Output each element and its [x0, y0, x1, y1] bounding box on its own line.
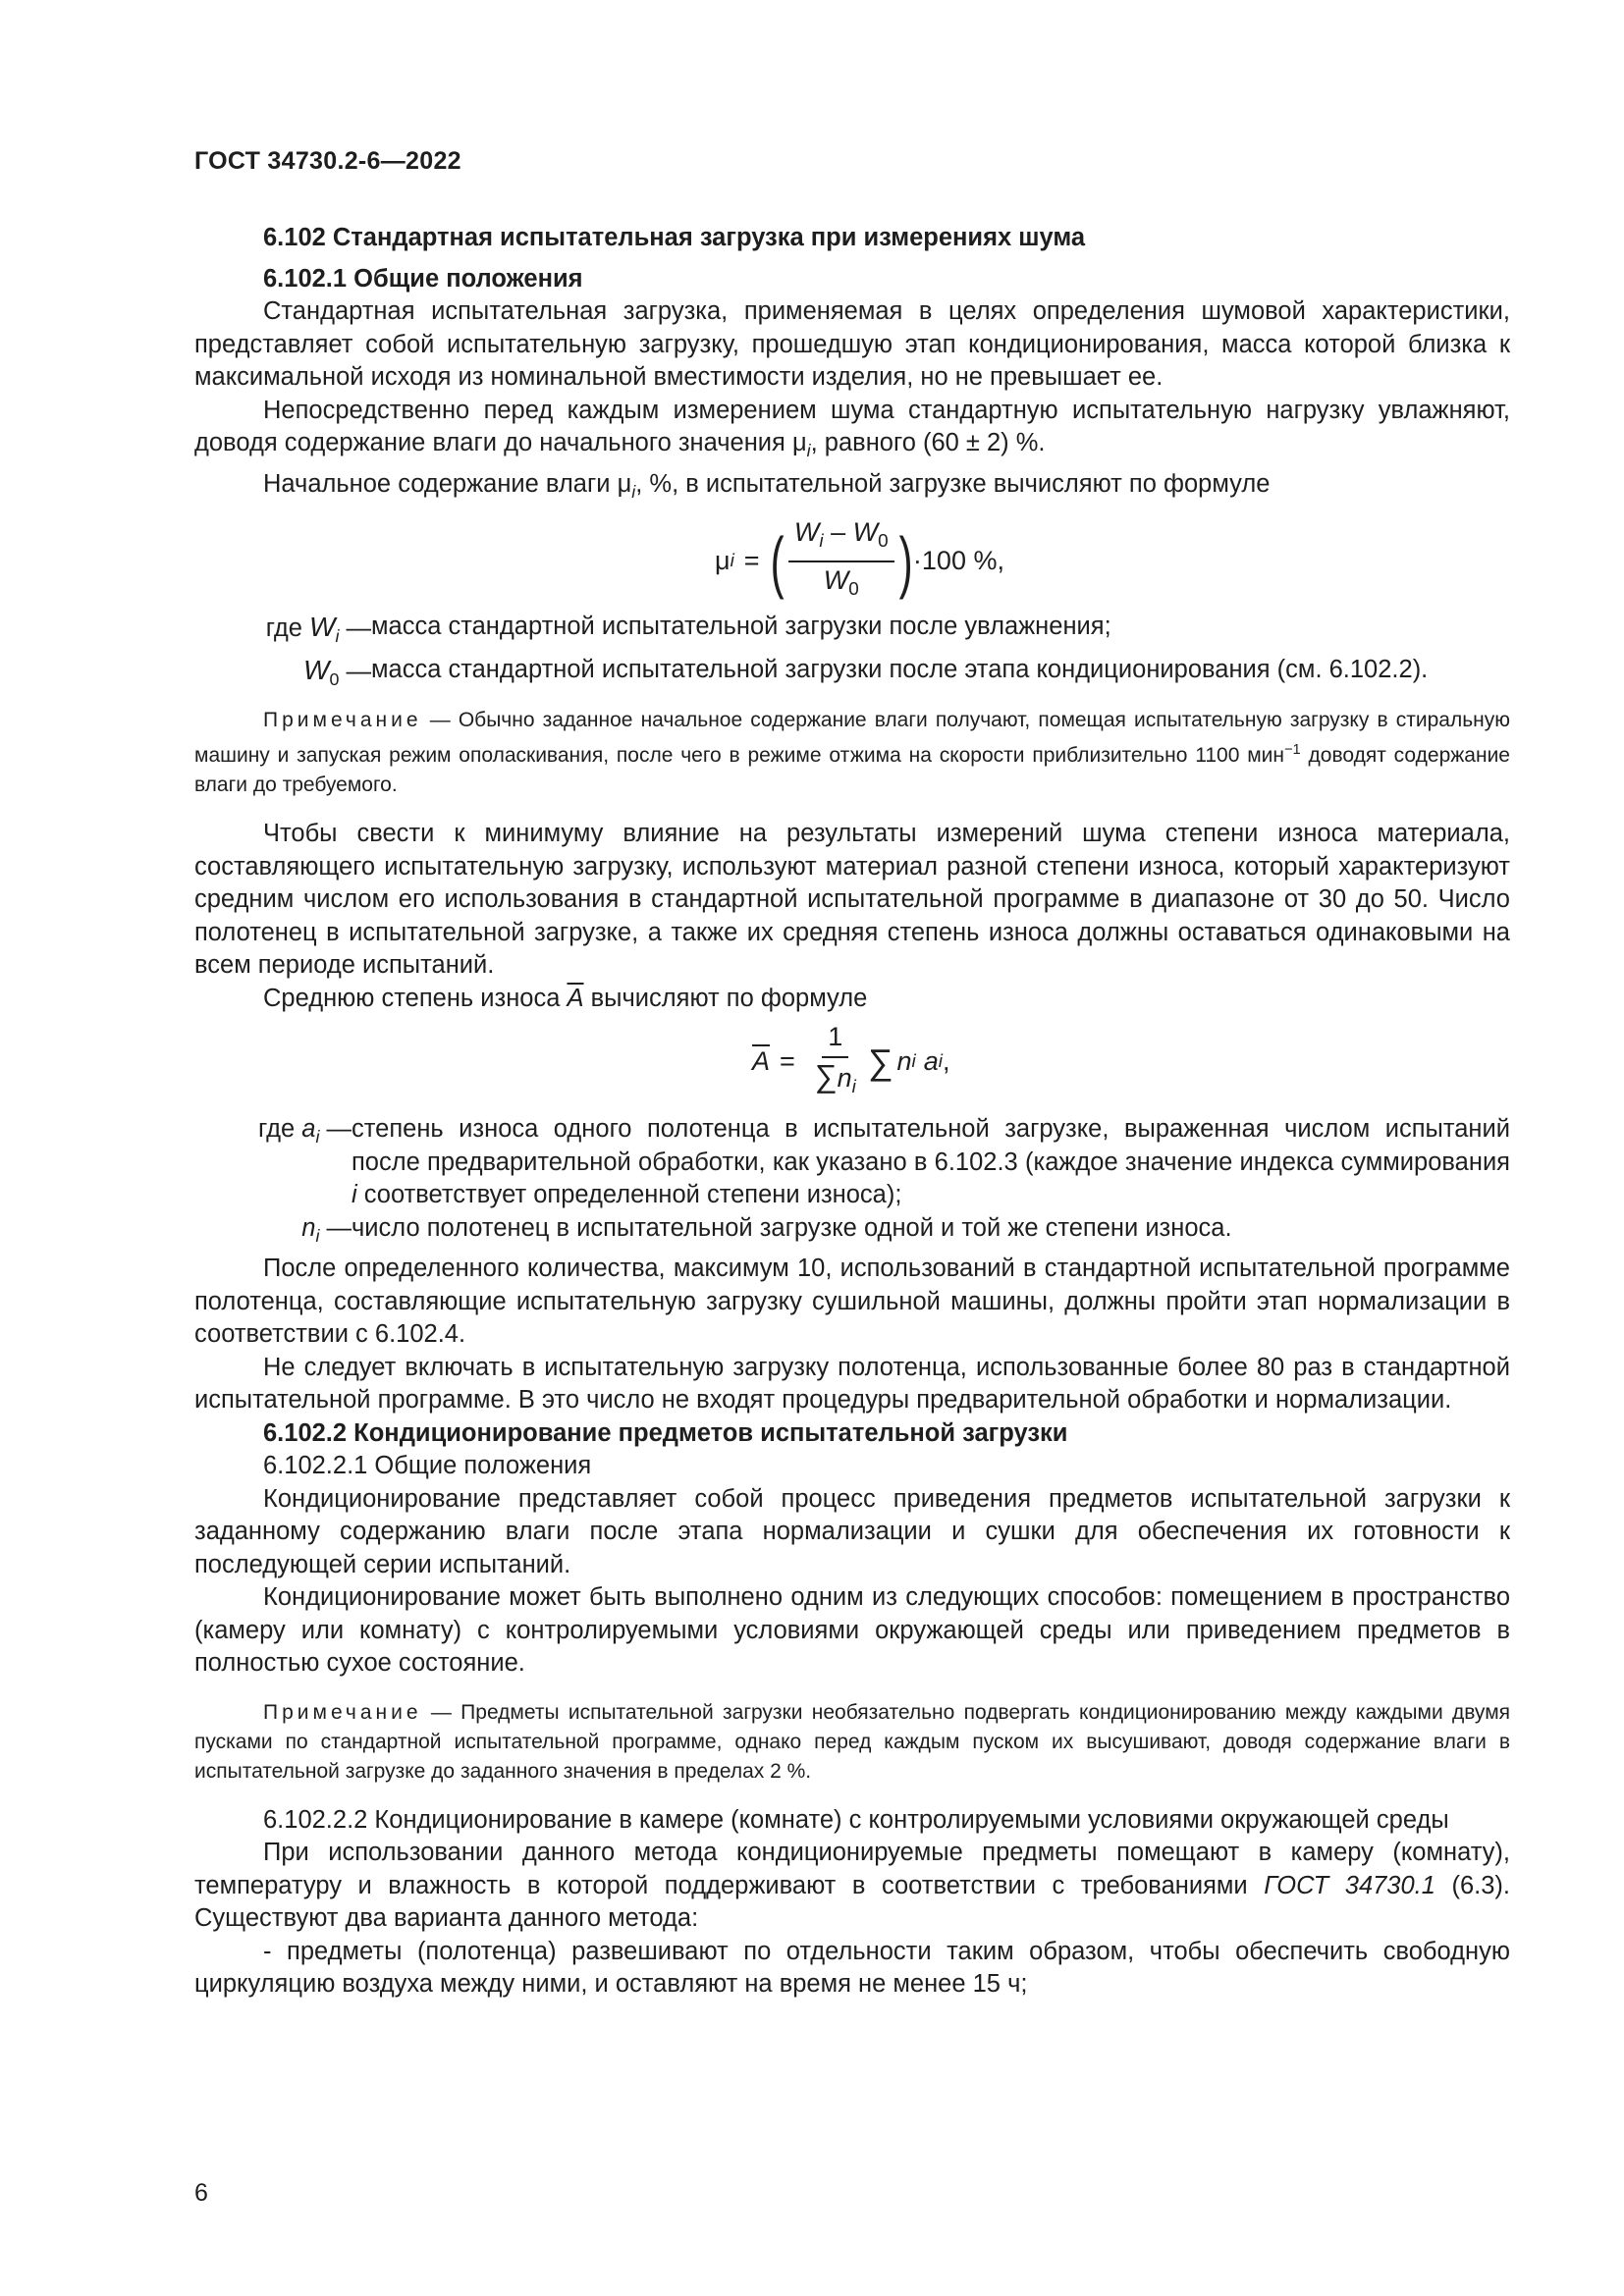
paragraph-exclude-towels: Не следует включать в испытательную загрузку полотенца, использованные более 80 раз в стандартной испытательной программе. В это число не входят процедуры предварительной обработки и нормализации. — [194, 1353, 1510, 1414]
mu-symbol: μ — [791, 429, 807, 456]
paragraph-average-wear: Среднюю степень износа $\overline{A}$ вычисляют по формуле — [263, 984, 868, 1012]
left-paren: ( — [770, 522, 785, 600]
section-6-102-title: 6.102 Стандартная испытательная загрузка при измерениях шума — [263, 224, 1086, 251]
section-6-102-2-title: 6.102.2 Кондиционирование предметов испытательной загрузки — [263, 1418, 1068, 1447]
paragraph-normalization: После определенного количества, максимум 10, использований в стандартной испытательной программе полотенца, составляющие испытательную загрузку сушильной машины, должны пройти этап нормализации в соответствии с 6.102.4. — [194, 1255, 1510, 1348]
paragraph-chamber-method: При использовании данного метода кондиционируемые предметы помещают в камеру (комнату), температуру и влажность в которой поддерживают в соответствии с требованиями ГОСТ 34730.1 (6.3). Существуют два варианта данного метода: — [194, 1839, 1511, 1932]
definition-wi: где $W_i$ — масса стандартной испытательной загрузки после увлажнения; — [265, 612, 1111, 646]
note-initial-moisture: Примечание — Обычно заданное начальное содержание влаги получают, помещая испытательную загрузку в стиральную машину и запуская режим ополаскивания, после чего в режиме отжима на скорости приблизительно 1100 мин$^{-1}$ доводят содержание влаги до требуемого. — [194, 709, 1510, 796]
page-number: 6 — [194, 2179, 208, 2207]
definition-ni: $n_i$ — число полотенец в испытательной загрузке одной и той же степени износа. — [301, 1213, 1232, 1246]
section-6-102-1-title: 6.102.1 Общие положения — [263, 264, 583, 293]
paragraph-standard-load: Стандартная испытательная загрузка, применяемая в целях определения шумовой характеристики, представляет собой испытательную загрузку, прошедшую этап кондиционирования, масса которой близка к максимальной исходя из номинальной вместимости изделия, но не превышает ее. — [194, 297, 1510, 391]
average-fraction: $\frac{1}{\sum n_i}$ — [814, 1022, 856, 1097]
paragraph-humidify: Непосредственно перед каждым измерением шума стандартную испытательную нагрузку увлажняют, доводя содержание влаги до начального значения $\mu_i$, равного (60 ± 2) %. — [194, 396, 1510, 460]
formula-moisture: μ i = ( $\frac{W_i - W_0}{W_0}$ ) ·100 %, — [194, 508, 1510, 611]
note-conditioning: Примечание — Предметы испытательной загрузки необязательно подвергать кондиционированию между каждыми двумя пусками по стандартной испытательной программе, однако перед каждым пуском их высушивают, доводя содержание влаги в испытательной загрузке до заданного значения в пределах 2 %. — [194, 1700, 1511, 1783]
moisture-fraction: $\frac{W_i - W_0}{W_0}$ — [788, 516, 894, 606]
document-body — [194, 222, 1510, 2002]
paragraph-wear: Чтобы свести к минимуму влияние на результаты измерений шума степени износа материала, составляющего испытательную загрузку, используют материал разной степени износа, который характеризуют средним числом его использования в стандартной испытательной программе в диапазоне от 30 до 50. Число полотенец в испытательной загрузке, а также их средняя степень износа должны оставаться одинаковыми на всем периоде испытаний. — [194, 820, 1510, 979]
list-item-hang-towels: - предметы (полотенца) развешивают по отдельности таким образом, чтобы обеспечить свободную циркуляцию воздуха между ними, и оставляют на время не менее 15 ч; — [194, 1937, 1510, 1998]
paragraph-conditioning-methods: Кондиционирование может быть выполнено одним из следующих способов: помещением в пространство (камеру или комнату) с контролируемыми условиями окружающей среды или приведением предметов в полностью сухое состояние. — [194, 1583, 1510, 1677]
document-code-header: ГОСТ 34730.2-6—2022 — [194, 147, 461, 175]
definition-w0: $W_0$ — масса стандартной испытательной загрузки после этапа кондиционирования (см. 6.102.2). — [303, 654, 1429, 689]
section-6-102-2-1-title: 6.102.2.1 Общие положения — [263, 1452, 592, 1479]
paragraph-initial-moisture: Начальное содержание влаги $\mu_i$, %, в испытательной загрузке вычисляют по формуле — [263, 469, 1271, 502]
gost-reference: ГОСТ 34730.1 — [1264, 1871, 1435, 1899]
right-paren: ) — [898, 522, 913, 600]
paragraph-conditioning-definition: Кондиционирование представляет собой процесс приведения предметов испытательной загрузки к заданному содержанию влаги после этапа нормализации и сушки для обеспечения их готовности к последующей серии испытаний. — [194, 1484, 1510, 1578]
section-6-102-2-2-title: 6.102.2.2 Кондиционирование в камере (комнате) с контролируемыми условиями окружающей среды — [263, 1805, 1449, 1834]
formula-average-wear: $\overline{A}$ = $\frac{1}{\sum n_i}$ ∑ n i a i , — [194, 1015, 1510, 1113]
definition-ai: где $a_i$ — степень износа одного полотенца в испытательной загрузке, выраженная числом испытаний после предварительной обработки, как указано в 6.102.3 (каждое значение индекса суммирования i соответствует определенной степени износа); — [257, 1115, 1510, 1208]
